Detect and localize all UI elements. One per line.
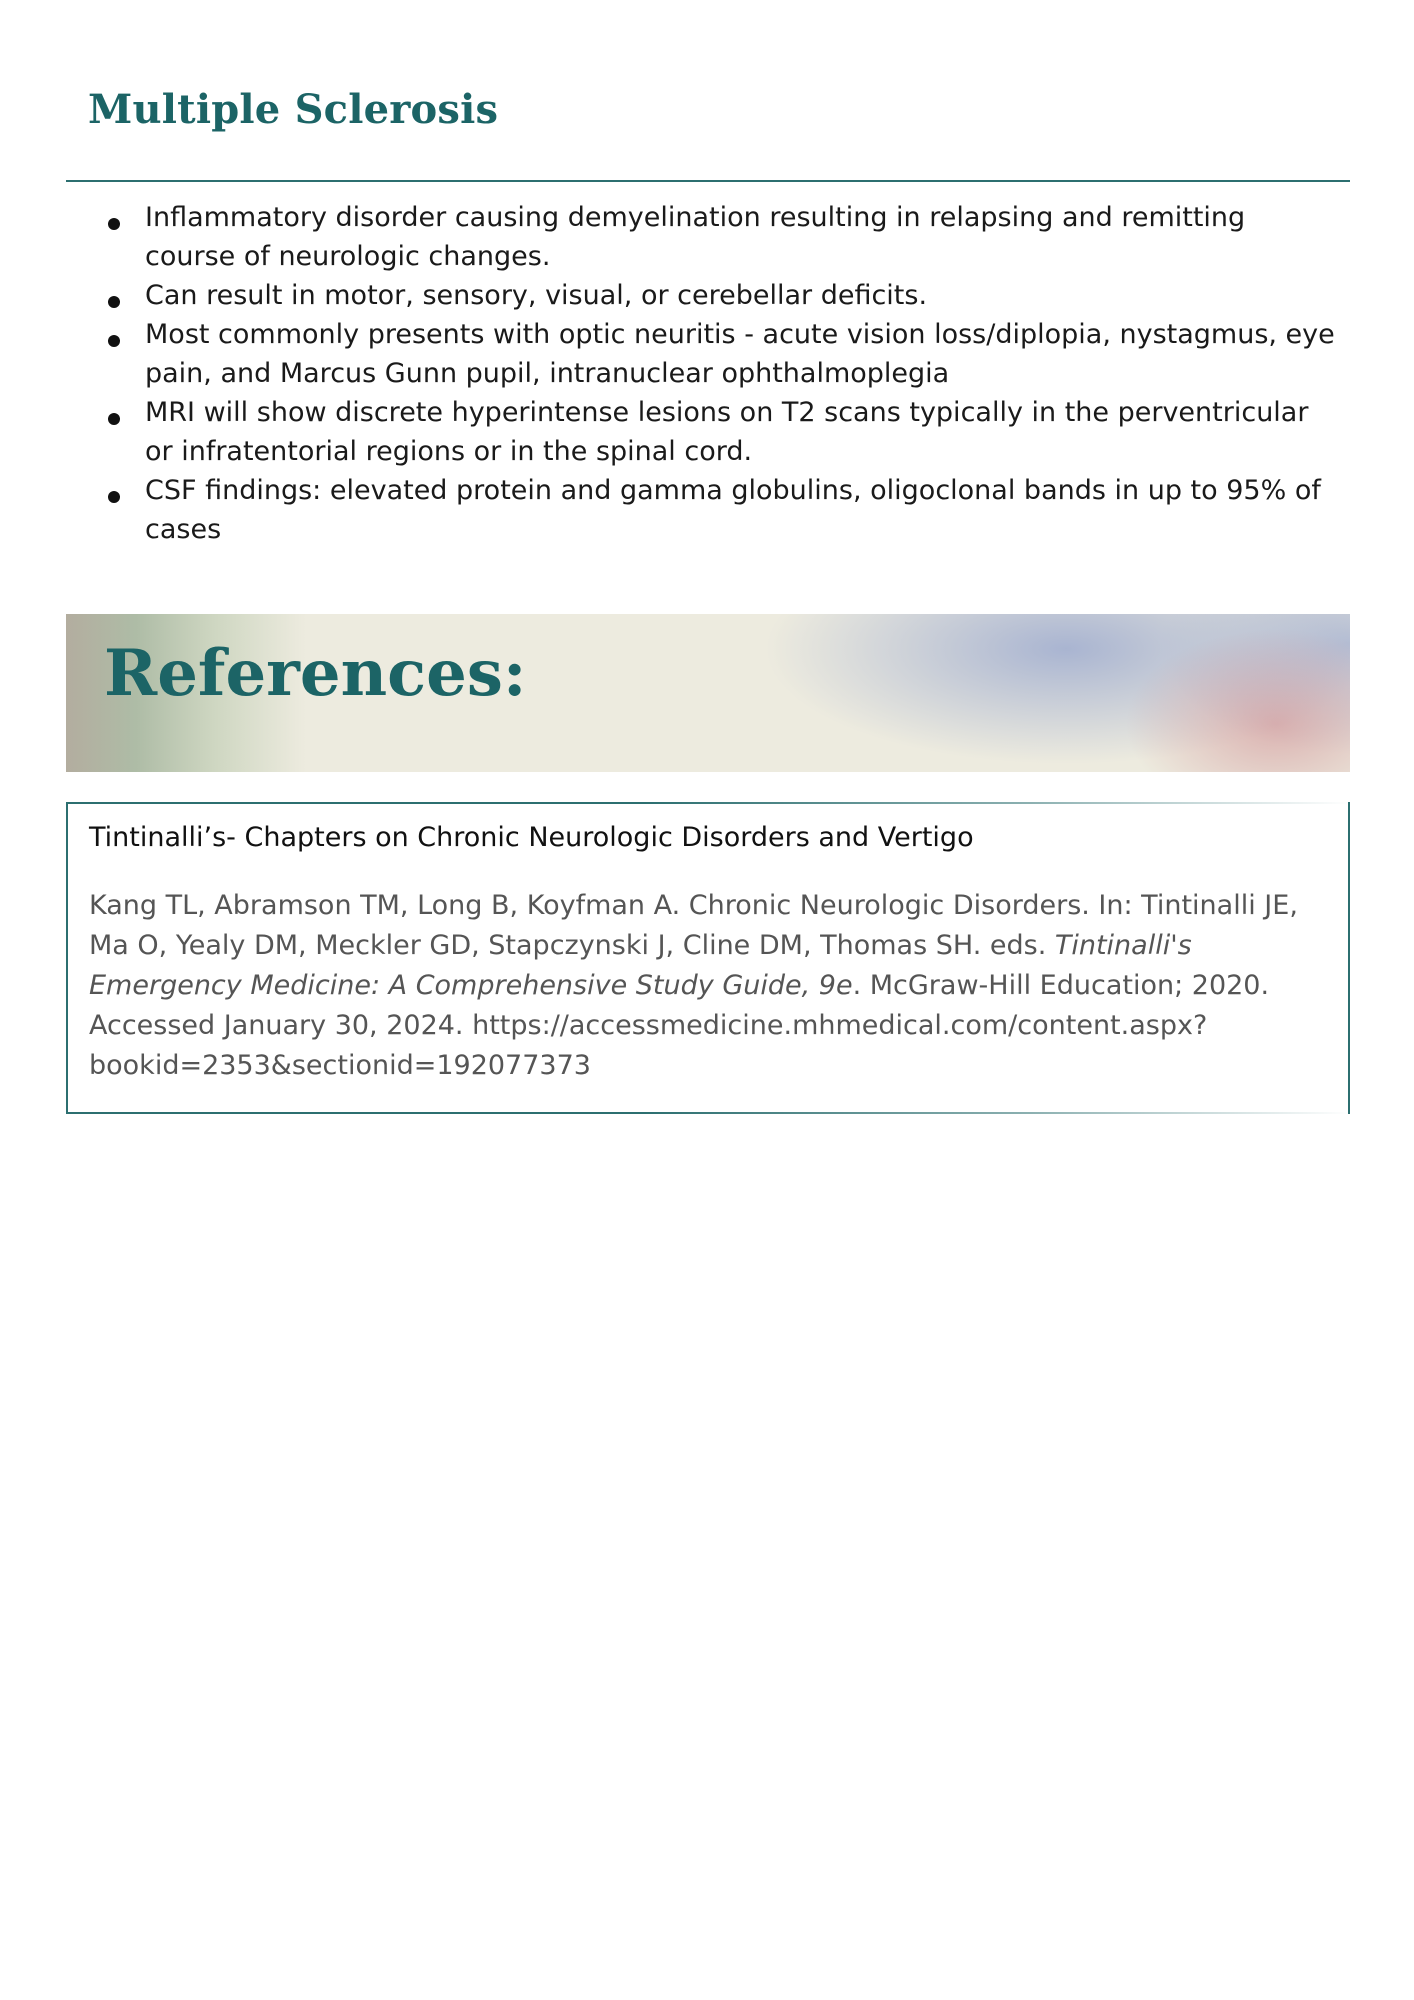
- box-border-right: [1348, 802, 1350, 1114]
- box-border-top: [66, 802, 1350, 804]
- box-border-bottom: [66, 1112, 1350, 1114]
- references-title: References:: [104, 636, 527, 711]
- page-title: Multiple Sclerosis: [88, 86, 499, 133]
- bullet-dot-icon: [108, 218, 120, 230]
- reference-citation: [89, 886, 1334, 1086]
- bullet-dot-icon: [108, 413, 120, 425]
- bullet-dot-icon: [108, 335, 120, 347]
- bullet-text: CSF findings: elevated protein and gamma globulins, oligoclonal bands in up to 95% of cases: [145, 475, 1321, 545]
- box-border-left: [66, 802, 68, 1114]
- bullet-dot-icon: [108, 491, 120, 503]
- reference-heading: Tintinalli’s- Chapters on Chronic Neurologic Disorders and Vertigo: [89, 822, 974, 853]
- citation-text-end: . McGraw-Hill Education; 2020. Accessed January 30, 2024. https://accessmedicine.mhmedical.com/content.aspx?bookid=2353&sectionid=192077373: [89, 970, 1270, 1081]
- citation-book-title: Tintinalli's Emergency Medicine: A Comprehensive Study Guide, 9e: [89, 930, 1192, 1001]
- title-divider: [66, 180, 1350, 182]
- bullet-dot-icon: [108, 296, 120, 308]
- bullet-text: MRI will show discrete hyperintense lesions on T2 scans typically in the perventricular or infratentorial regions or in the spinal cord.: [145, 397, 1309, 467]
- citation-text: Kang TL, Abramson TM, Long B, Koyfman A. Chronic Neurologic Disorders. In: Tintinalli JE, Ma O, Yealy DM, Meckler GD, Stapczynski J, Cline DM, Thomas SH. eds.: [89, 890, 1298, 961]
- references-box: [66, 802, 1350, 1114]
- bullet-list: [108, 198, 1338, 549]
- bullet-item: [108, 315, 1338, 393]
- bullet-text: Inflammatory disorder causing demyelination resulting in relapsing and remitting course of neurologic changes.: [145, 202, 1246, 272]
- bullet-item: [108, 471, 1338, 549]
- references-banner: [66, 614, 1350, 772]
- bullet-text: Most commonly presents with optic neuritis - acute vision loss/diplopia, nystagmus, eye pain, and Marcus Gunn pupil, intranuclear ophthalmoplegia: [145, 319, 1335, 389]
- bullet-item: [108, 393, 1338, 471]
- bullet-text: Can result in motor, sensory, visual, or cerebellar deficits.: [145, 280, 928, 311]
- bullet-item: [108, 198, 1338, 276]
- bullet-item: [108, 276, 1338, 315]
